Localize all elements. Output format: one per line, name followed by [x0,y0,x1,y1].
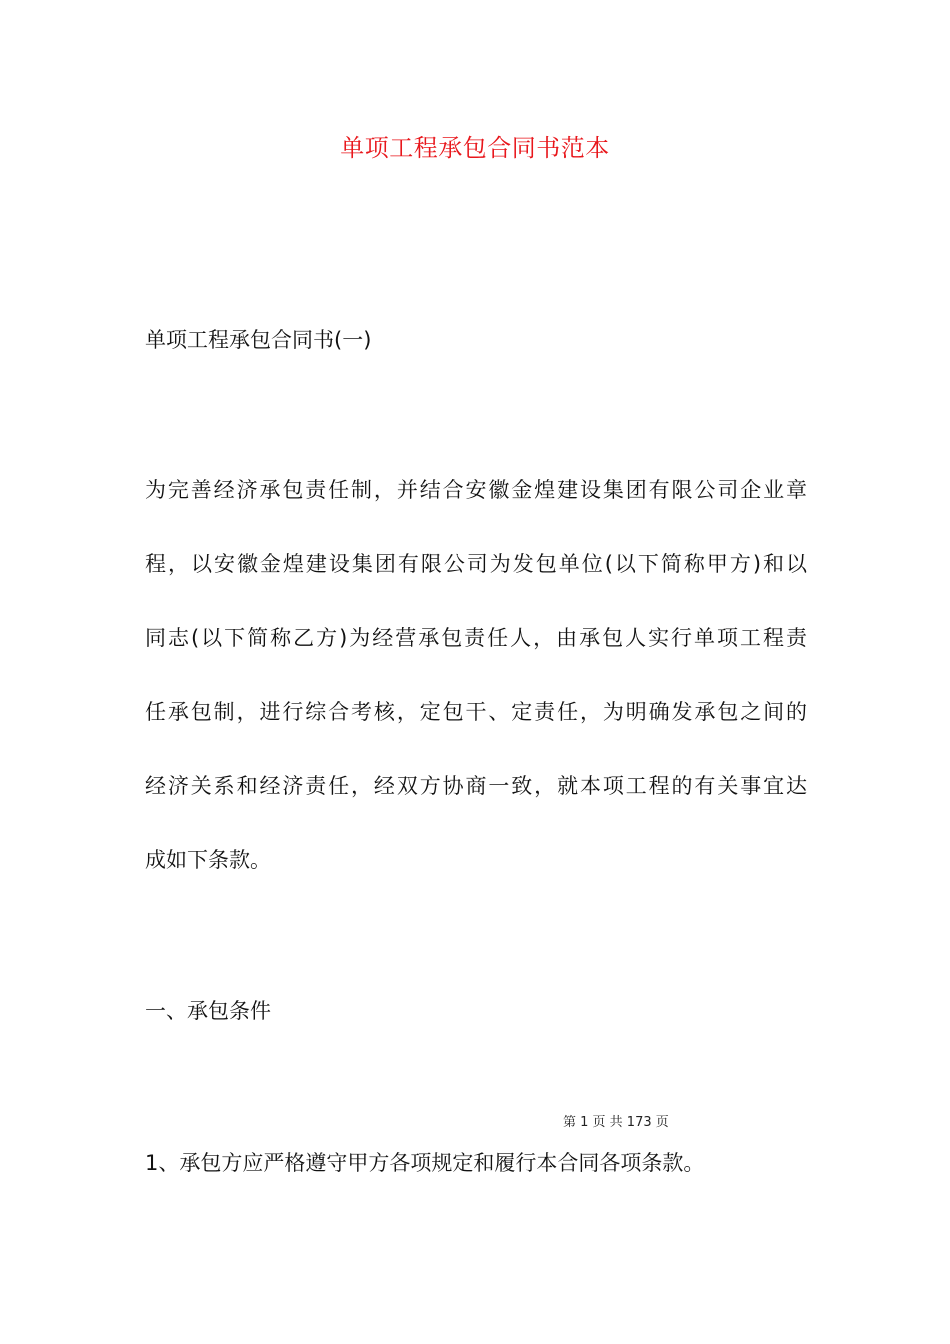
paragraph-line: 为完善经济承包责任制，并结合安徽金煌建设集团有限公司企业章 [145,478,807,502]
paragraph-line: 任承包制，进行综合考核，定包干、定责任，为明确发承包之间的 [145,700,807,724]
paragraph-line: 经济关系和经济责任，经双方协商一致，就本项工程的有关事宜达 [145,774,807,798]
clause-item: 1、承包方应严格遵守甲方各项规定和履行本合同各项条款。 [145,1151,705,1175]
document-title: 单项工程承包合同书范本 [340,134,610,162]
paragraph-line: 成如下条款。 [145,848,271,872]
page-number-footer: 第 1 页 共 173 页 [563,1115,669,1130]
clause-heading: 一、承包条件 [145,999,271,1023]
section-heading: 单项工程承包合同书(一) [145,328,372,352]
paragraph-line: 同志(以下简称乙方)为经营承包责任人，由承包人实行单项工程责 [145,626,807,650]
paragraph-line: 程，以安徽金煌建设集团有限公司为发包单位(以下简称甲方)和以 [145,552,807,576]
intro-paragraph [145,472,807,916]
